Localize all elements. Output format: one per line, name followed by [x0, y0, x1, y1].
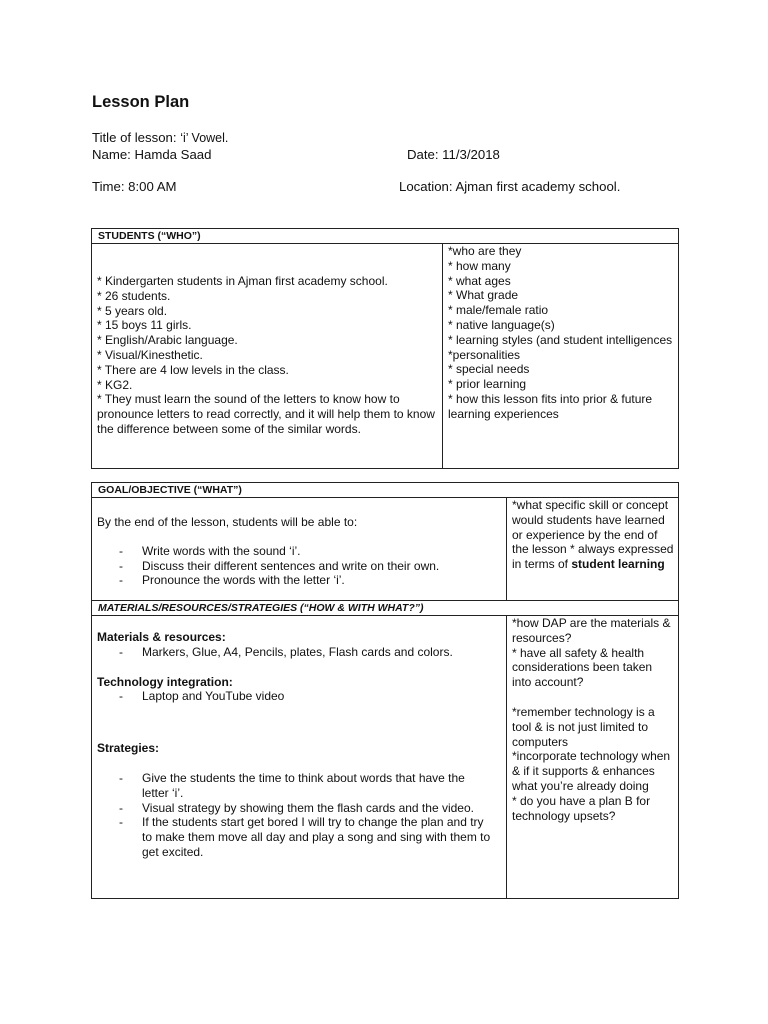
- strategies-list: [97, 771, 502, 860]
- guide-line: * how this lesson fits into prior & future learning experiences: [448, 391, 653, 421]
- goal-guide-bold: student learning: [571, 557, 665, 572]
- students-heading: STUDENTS (“WHO”): [92, 229, 679, 244]
- students-line: * Kindergarten students in Ajman first academy school.: [97, 274, 388, 288]
- guide-line: * native language(s): [448, 317, 555, 332]
- teacher-name: Name: Hamda Saad: [92, 147, 212, 162]
- goal-item: - Write words with the sound ‘i’.: [97, 544, 502, 559]
- strategy-item: - Give the students the time to think about words that have the letter ‘i’.: [97, 771, 492, 801]
- goal-item: - Discuss their different sentences and write on their own.: [97, 559, 502, 574]
- materials-guide-cell: [507, 616, 679, 899]
- guide-line: * learning styles (and student intelligences: [448, 332, 673, 347]
- materials-heading: MATERIALS/RESOURCES/STRATEGIES (“HOW & WITH WHAT?”): [92, 601, 679, 616]
- lesson-title-line: [92, 130, 228, 145]
- materials-guide-line: * do you have a plan B for technology upsets?: [512, 793, 651, 823]
- students-guide-cell: [443, 244, 679, 469]
- guide-line: *who are they: [448, 244, 522, 258]
- materials-guide-line: *remember technology is a tool & is not just limited to computers: [512, 704, 655, 749]
- goal-heading: GOAL/OBJECTIVE (“WHAT”): [92, 483, 679, 498]
- students-table: [91, 228, 679, 469]
- materials-guide-line: *incorporate technology when & if it supports & enhances what you’re already doing: [512, 749, 671, 793]
- students-line: * They must learn the sound of the letters to know how to pronounce letters to read correctly, and it will help them to know the difference between some of the similar words.: [97, 392, 435, 436]
- materials-description-cell: [92, 616, 507, 899]
- guide-line: * how many: [448, 258, 511, 273]
- students-line: * There are 4 low levels in the class.: [97, 362, 289, 377]
- lesson-location: Location: Ajman first academy school.: [399, 179, 621, 194]
- guide-line: * male/female ratio: [448, 303, 549, 318]
- materials-list: [97, 645, 502, 660]
- goal-list: [97, 544, 502, 588]
- students-line: * 15 boys 11 girls.: [97, 318, 192, 333]
- students-line: * Visual/Kinesthetic.: [97, 347, 203, 362]
- students-line: * 26 students.: [97, 288, 171, 303]
- guide-line: * special needs: [448, 362, 530, 377]
- materials-item: - Markers, Glue, A4, Pencils, plates, Flash cards and colors.: [97, 645, 502, 660]
- lesson-date: Date: 11/3/2018: [407, 147, 500, 162]
- guide-line: * What grade: [448, 288, 519, 303]
- page-title: Lesson Plan: [92, 93, 190, 111]
- materials-title: Materials & resources:: [97, 630, 226, 644]
- technology-list: [97, 689, 502, 704]
- strategies-title: Strategies:: [97, 741, 160, 756]
- goal-intro: By the end of the lesson, students will be able to:: [97, 515, 358, 529]
- goal-item: - Pronounce the words with the letter ‘i’.: [97, 573, 502, 588]
- strategy-item: - If the students start get bored I will try to change the plan and try to make them move all day and play a song and sing with them to get excited.: [97, 815, 492, 859]
- technology-title: Technology integration:: [97, 674, 233, 689]
- strategy-item: - Visual strategy by showing them the flash cards and the video.: [97, 801, 492, 816]
- guide-line: * prior learning: [448, 377, 527, 392]
- guide-line: *personalities: [448, 347, 521, 362]
- goal-guide-cell: [507, 498, 679, 601]
- goal-description-cell: [92, 498, 507, 601]
- goal-guide-text: *what specific skill or concept would students have learned or experience by the end of the lesson * always expressed in terms of: [512, 498, 674, 572]
- lesson-title-value: ‘i’ Vowel.: [180, 131, 229, 145]
- materials-guide-line: * have all safety & health considerations been taken into account?: [512, 645, 653, 690]
- guide-line: * what ages: [448, 273, 511, 288]
- goal-materials-table: [91, 482, 679, 899]
- students-line: * 5 years old.: [97, 303, 168, 318]
- lesson-title-label: Title of lesson:: [92, 130, 177, 145]
- materials-guide-line: *how DAP are the materials & resources?: [512, 616, 671, 645]
- technology-item: - Laptop and YouTube video: [97, 689, 502, 704]
- students-description-cell: [92, 244, 443, 469]
- students-line: * English/Arabic language.: [97, 333, 238, 348]
- students-line: * KG2.: [97, 377, 133, 392]
- lesson-time: Time: 8:00 AM: [92, 179, 177, 194]
